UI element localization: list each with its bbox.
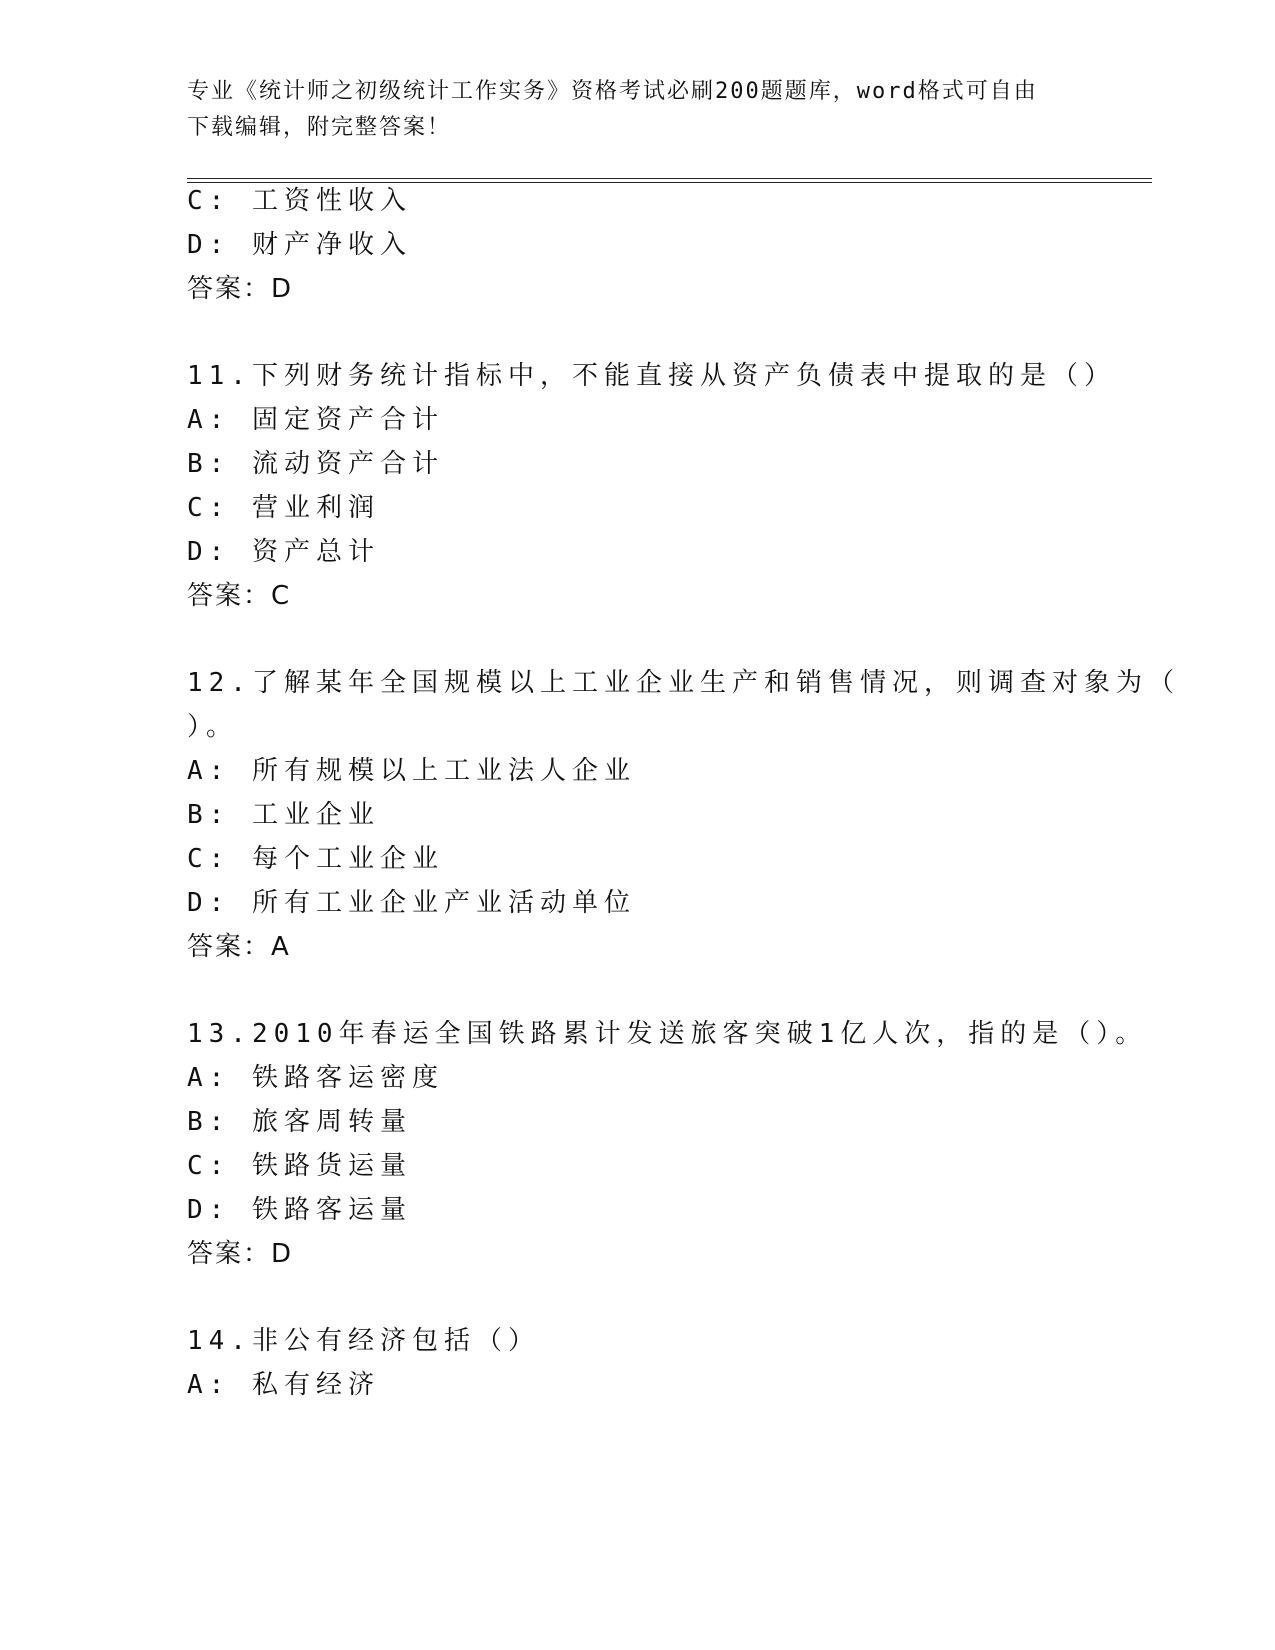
question-stem: 11.下列财务统计指标中，不能直接从资产负债表中提取的是（） <box>187 361 1116 391</box>
question-stem-continued: ）。 <box>187 712 239 742</box>
option-a: A: 私有经济 <box>187 1370 380 1400</box>
option-a: A: 铁路客运密度 <box>187 1063 444 1093</box>
option-c: C: 每个工业企业 <box>187 844 444 874</box>
option-d: D: 铁路客运量 <box>187 1195 412 1225</box>
option-a: A: 固定资产合计 <box>187 405 444 435</box>
answer-label: 答案：D <box>187 1239 294 1269</box>
option-d: D: 财产净收入 <box>187 230 412 260</box>
option-b: B: 工业企业 <box>187 800 380 830</box>
option-d: D: 资产总计 <box>187 537 380 567</box>
option-c: C: 营业利润 <box>187 493 380 523</box>
option-b: B: 流动资产合计 <box>187 449 444 479</box>
question-stem: 14.非公有经济包括（） <box>187 1326 540 1356</box>
option-b: B: 旅客周转量 <box>187 1107 412 1137</box>
document-header <box>187 74 1087 146</box>
answer-label: 答案：A <box>187 932 291 962</box>
option-a: A: 所有规模以上工业法人企业 <box>187 756 636 786</box>
header-line-1: 专业《统计师之初级统计工作实务》资格考试必刷200题题库，word格式可自由 <box>187 79 1038 104</box>
question-stem: 12.了解某年全国规模以上工业企业生产和销售情况，则调查对象为（ <box>187 668 1180 698</box>
header-line-2: 下载编辑，附完整答案！ <box>187 115 452 140</box>
option-d: D: 所有工业企业产业活动单位 <box>187 888 636 918</box>
question-stem: 13.2010年春运全国铁路累计发送旅客突破1亿人次，指的是（）。 <box>187 1019 1148 1049</box>
header-divider <box>187 178 1152 183</box>
option-c: C: 工资性收入 <box>187 186 412 216</box>
answer-label: 答案：C <box>187 581 292 611</box>
answer-label: 答案：D <box>187 274 294 304</box>
option-c: C: 铁路货运量 <box>187 1151 412 1181</box>
